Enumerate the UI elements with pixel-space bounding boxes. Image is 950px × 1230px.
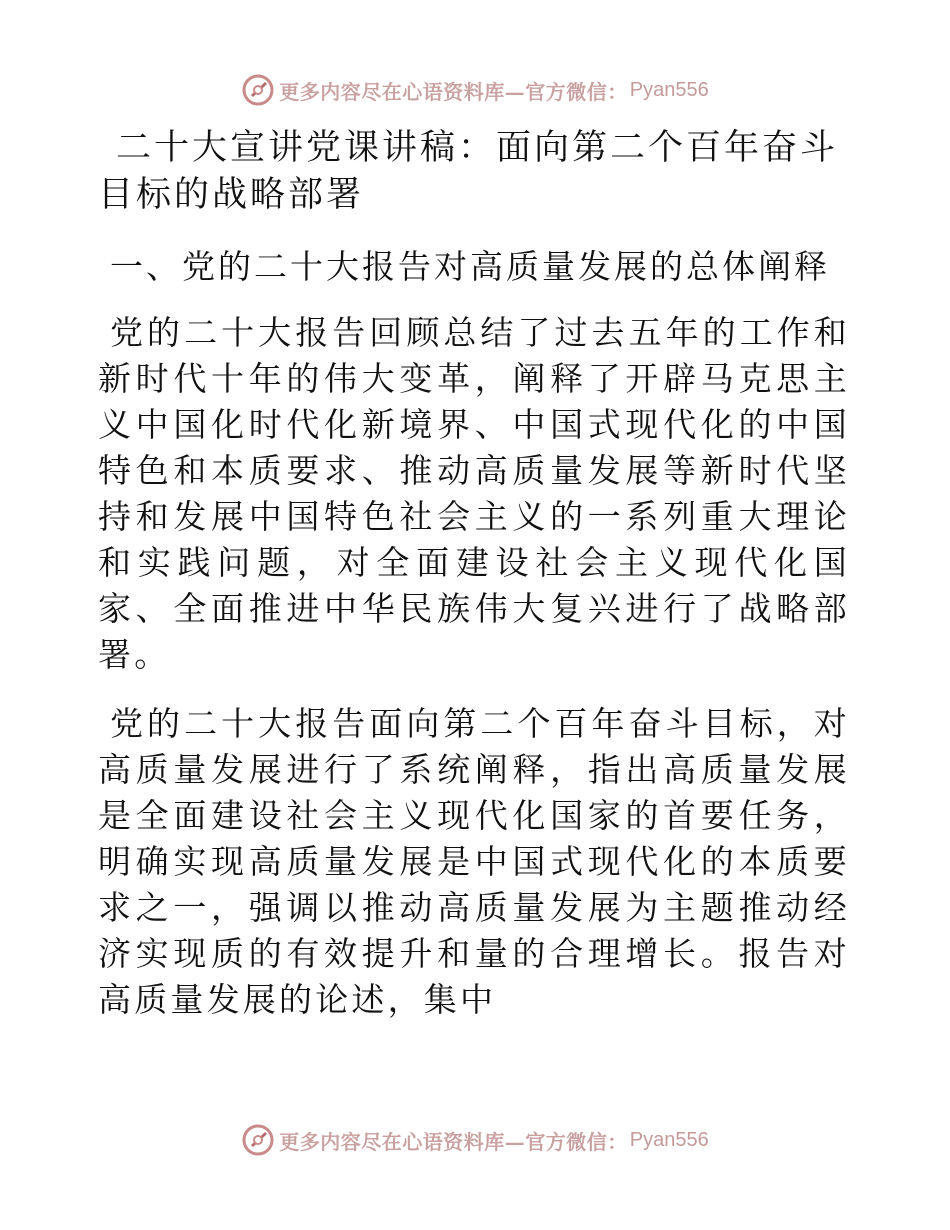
watermark-text: 更多内容尽在心语资料库—官方微信： — [279, 79, 628, 104]
footer-watermark — [0, 1120, 950, 1160]
document-body — [98, 125, 850, 1046]
watermark-text: 更多内容尽在心语资料库—官方微信： — [279, 1129, 628, 1154]
paragraph-2: 党的二十大报告面向第二个百年奋斗目标，对高质量发展进行了系统阐释，指出高质量发展是全面建设社会主义现代化国家的首要任务，明确实现高质量发展是中国式现代化的本质要求之一，强调以推动高质量发展为主题推动经济实现质的有效提升和量的合理增长。报告对高质量发展的论述，集中 — [98, 704, 850, 1019]
brand-logo-icon — [241, 1123, 275, 1157]
paragraph-1: 党的二十大报告回顾总结了过去五年的工作和新时代十年的伟大变革，阐释了开辟马克思主义中国化时代化新境界、中国式现代化的中国特色和本质要求、推动高质量发展等新时代坚持和发展中国特色社会主义的一系列重大理论和实践问题，对全面建设社会主义现代化国家、全面推进中华民族伟大复兴进行了战略部署。 — [98, 313, 850, 674]
brand-logo-icon — [241, 73, 275, 107]
header-watermark — [0, 70, 950, 110]
document-title: 二十大宣讲党课讲稿：面向第二个百年奋斗目标的战略部署 — [98, 128, 839, 215]
section-heading: 一、党的二十大报告对高质量发展的总体阐释 — [110, 247, 830, 286]
watermark-wechat-id: Pyan556 — [629, 78, 709, 101]
watermark-wechat-id: Pyan556 — [629, 1128, 709, 1151]
